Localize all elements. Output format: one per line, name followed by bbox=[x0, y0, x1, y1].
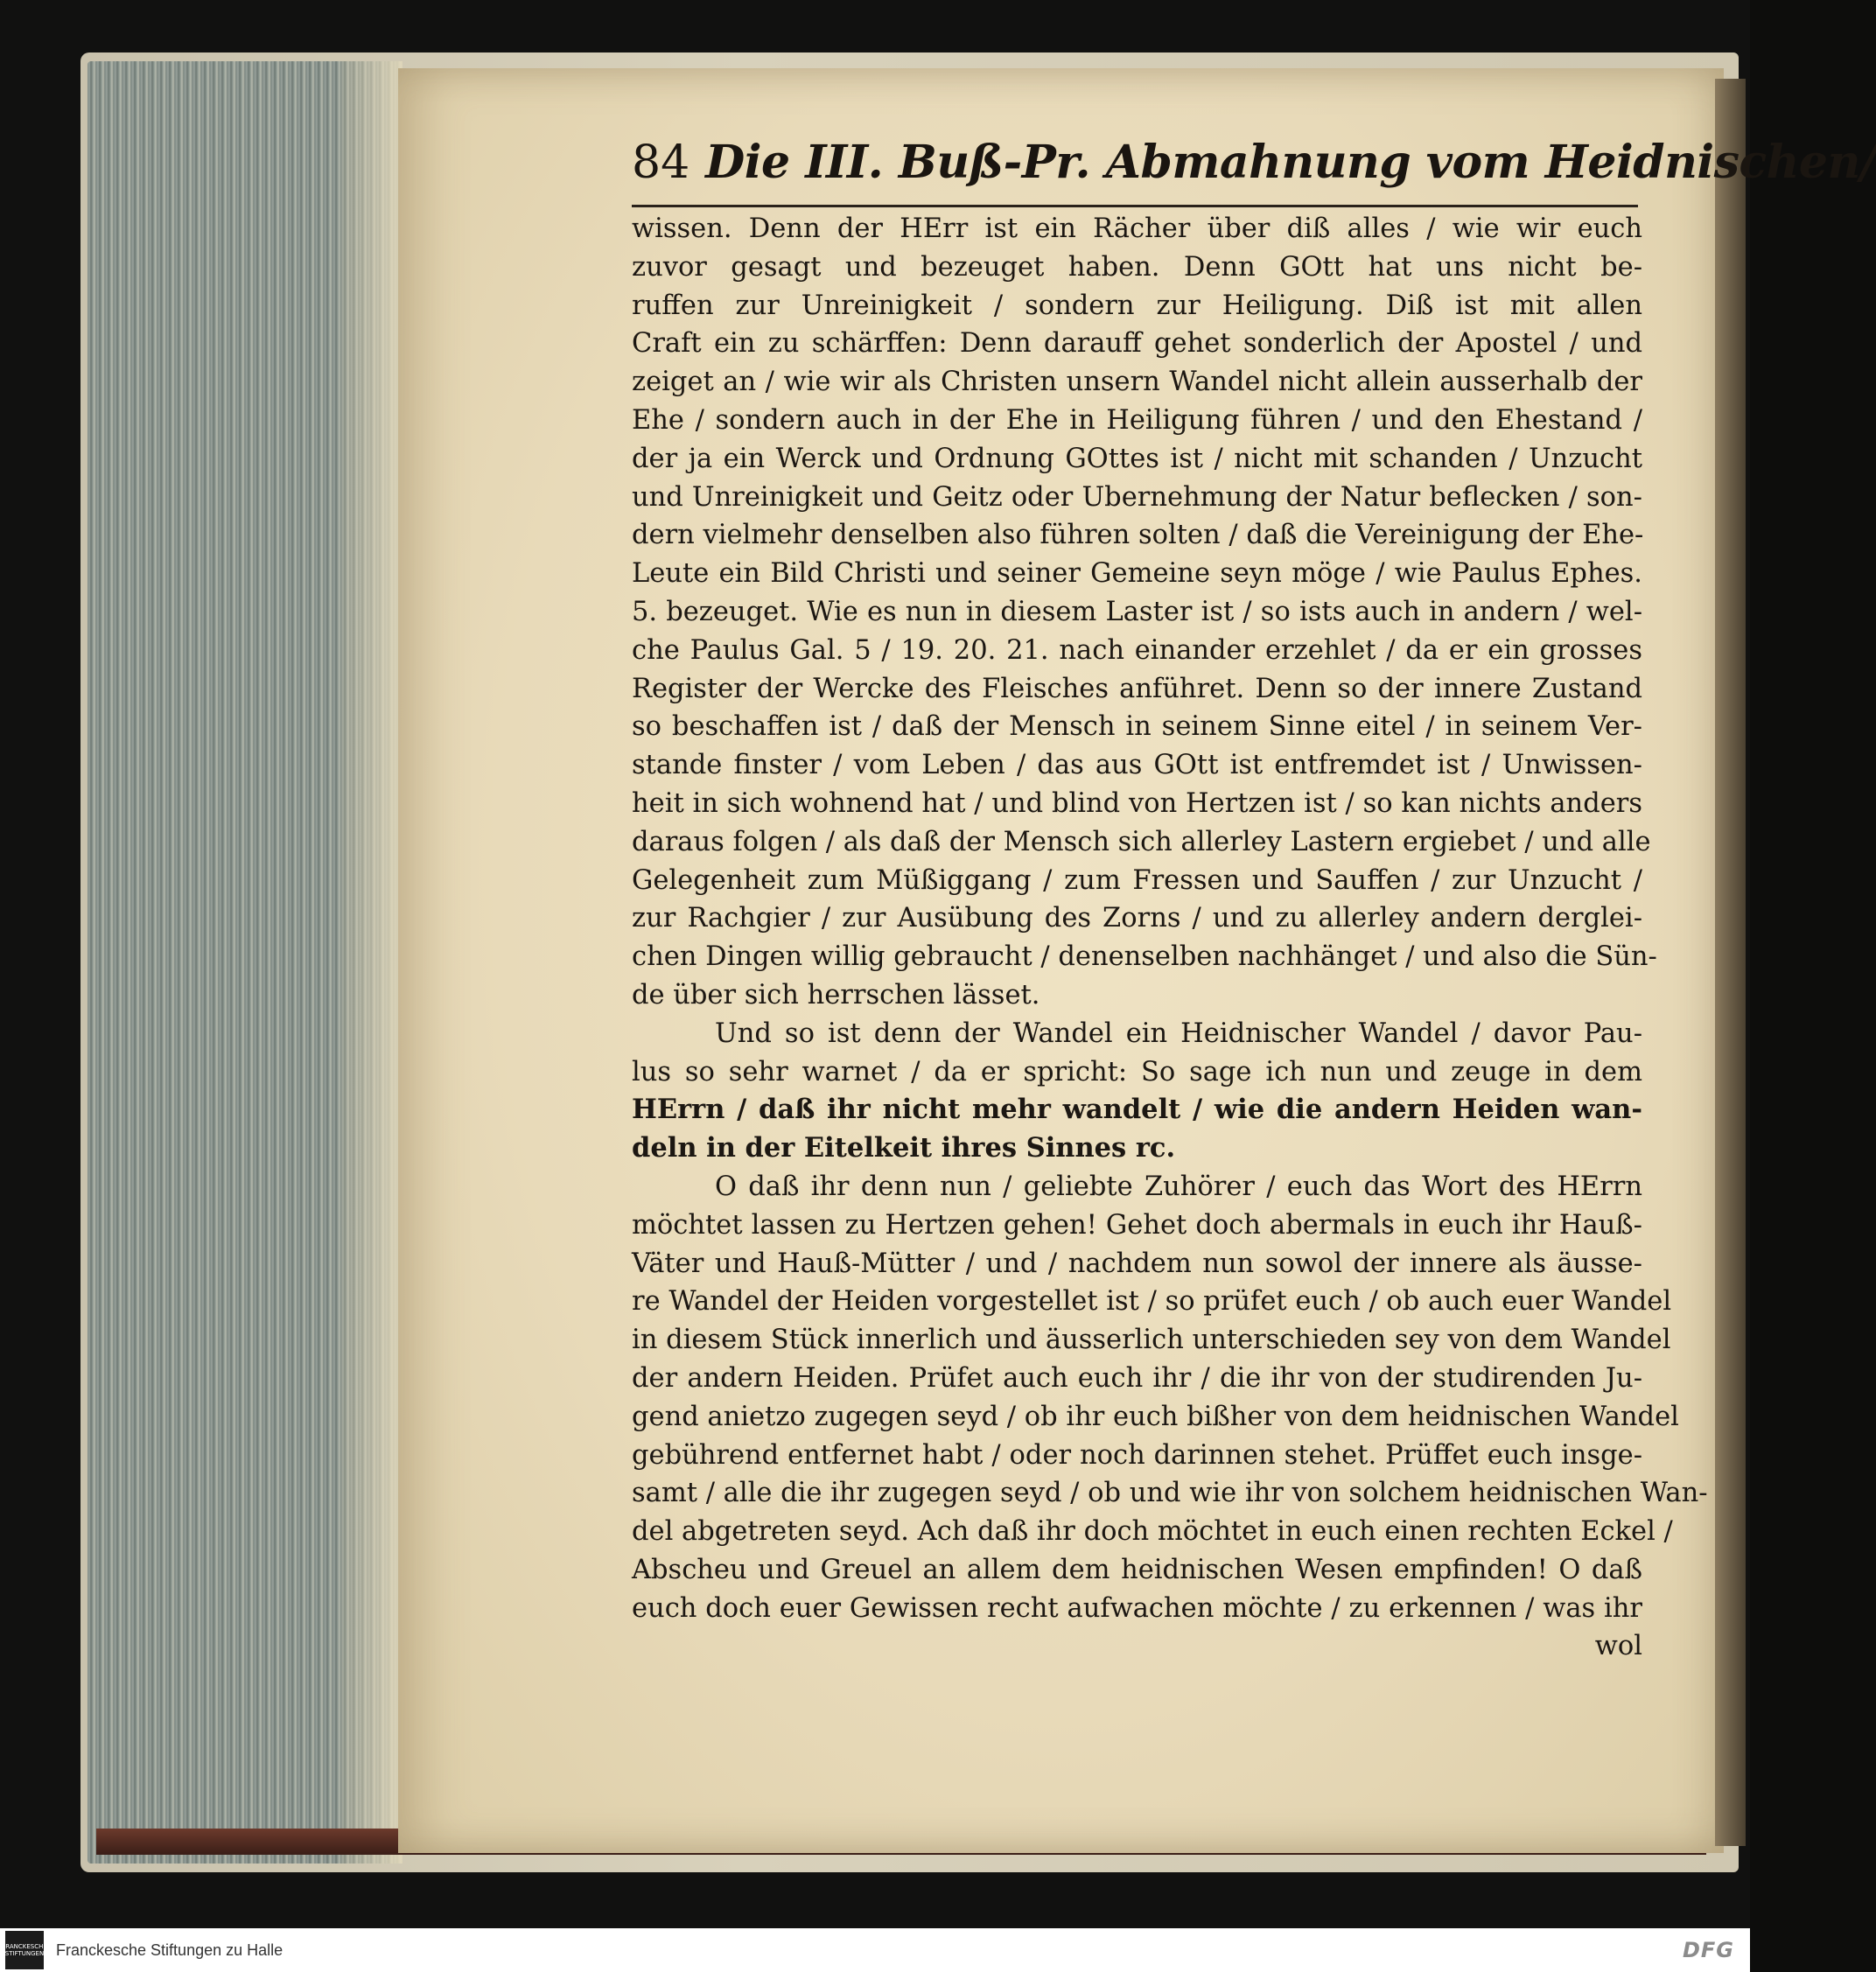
text-line: zeiget an / wie wir als Christen unsern Wandel nicht allein ausserhalb der bbox=[632, 367, 1642, 398]
text-line: wissen. Denn der HErr ist ein Rächer über diß alles / wie wir euch bbox=[632, 213, 1642, 244]
text-line: Väter und Hauß-Mütter / und / nachdem nun sowol der innere als äusse- bbox=[632, 1248, 1642, 1279]
text-line: ruffen zur Unreinigkeit / sondern zur Heiligung. Diß ist mit allen bbox=[632, 290, 1642, 321]
text-line: Craft ein zu schärffen: Denn darauff gehet sonderlich der Apostel / und bbox=[632, 328, 1642, 360]
text-line: Gelegenheit zum Müßiggang / zum Fressen und Sauffen / zur Unzucht / bbox=[632, 864, 1642, 896]
text-line: gend anietzo zugegen seyd / ob ihr euch bißher von dem heidnischen Wandel bbox=[632, 1401, 1679, 1432]
text-line: der andern Heiden. Prüfet auch euch ihr / die ihr von der studirenden Ju- bbox=[632, 1362, 1642, 1394]
institution-link[interactable]: Franckesche Stiftungen zu Halle bbox=[56, 1941, 284, 1959]
text-line: in diesem Stück innerlich und äusserlich unterschieden sey von dem Wandel bbox=[632, 1325, 1671, 1356]
text-line: Register der Wercke des Fleisches anführet. Denn so der innere Zustand bbox=[632, 673, 1642, 704]
text-line: lus so sehr warnet / da er spricht: So sage ich nun und zeuge in dem bbox=[632, 1056, 1642, 1087]
text-line: Leute ein Bild Christi und seiner Gemeine seyn möge / wie Paulus Ephes. bbox=[632, 558, 1642, 590]
running-title: Die III. Buß-Pr. Abmahnung vom Heidnischen/ bbox=[705, 136, 1876, 189]
page-header bbox=[632, 136, 1876, 206]
text-line: 5. bezeuget. Wie es nun in diesem Laster ist / so ists auch in andern / wel- bbox=[632, 596, 1642, 627]
text-line: daraus folgen / als daß der Mensch sich allerley Lastern ergiebet / und alle bbox=[632, 826, 1651, 857]
text-line: O daß ihr denn nun / geliebte Zuhörer / euch das Wort des HErrn bbox=[715, 1171, 1642, 1202]
text-line: der ja ein Werck und Ordnung GOttes ist / nicht mit schanden / Unzucht bbox=[632, 443, 1642, 474]
text-line: so beschaffen ist / daß der Mensch in seinem Sinne eitel / in seinem Ver- bbox=[632, 711, 1642, 743]
text-line: dern vielmehr denselben also führen solten / daß die Vereinigung der Ehe- bbox=[632, 520, 1644, 551]
header-rule bbox=[632, 205, 1638, 207]
text-line: und Unreinigkeit und Geitz oder Ubernehmung der Natur beflecken / son- bbox=[632, 481, 1642, 513]
text-line: gebührend entfernet habt / oder noch darinnen stehet. Prüffet euch insge- bbox=[632, 1439, 1642, 1471]
text-line: de über sich herrschen lässet. bbox=[632, 979, 1040, 1010]
text-line: zuvor gesagt und bezeuget haben. Denn GOtt hat uns nicht be- bbox=[632, 251, 1642, 283]
text-line: chen Dingen willig gebraucht / denenselben nachhänget / und also die Sün- bbox=[632, 941, 1657, 973]
body-text bbox=[632, 210, 1708, 1666]
text-line: stande finster / vom Leben / das aus GOtt ist entfremdet ist / Unwissen- bbox=[632, 750, 1642, 781]
text-line: HErrn / daß ihr nicht mehr wandelt / wie die andern Heiden wan- bbox=[632, 1094, 1642, 1126]
viewer-footer bbox=[0, 1928, 1750, 1972]
text-line: samt / alle die ihr zugegen seyd / ob und wie ihr von solchem heidnischen Wan- bbox=[632, 1478, 1708, 1509]
footer-branding bbox=[0, 1931, 283, 1969]
page-number: 84 bbox=[632, 136, 690, 189]
page-edges bbox=[88, 61, 402, 1864]
text-line: del abgetreten seyd. Ach daß ihr doch möchtet in euch einen rechten Eckel / bbox=[632, 1516, 1673, 1548]
institution-logo[interactable]: FRANCKESCHE STIFTUNGEN bbox=[5, 1931, 44, 1969]
catchword: wol bbox=[1594, 1631, 1642, 1662]
text-line: re Wandel der Heiden vorgestellet ist / so prüfet euch / ob auch euer Wandel bbox=[632, 1286, 1672, 1318]
text-line: deln in der Eitelkeit ihres Sinnes rc. bbox=[632, 1132, 1176, 1164]
text-line: zur Rachgier / zur Ausübung des Zorns / und zu allerley andern derglei- bbox=[632, 903, 1642, 934]
dfg-logo[interactable]: DFG bbox=[1682, 1938, 1734, 1962]
text-line: euch doch euer Gewissen recht aufwachen möchte / zu erkennen / was ihr bbox=[632, 1592, 1642, 1624]
page-right-edge bbox=[1715, 79, 1746, 1846]
text-line: möchtet lassen zu Hertzen gehen! Gehet doch abermals in euch ihr Hauß- bbox=[632, 1209, 1642, 1241]
text-line: Ehe / sondern auch in der Ehe in Heiligung führen / und den Ehestand / bbox=[632, 404, 1642, 436]
text-line: che Paulus Gal. 5 / 19. 20. 21. nach einander erzehlet / da er ein grosses bbox=[632, 634, 1642, 666]
text-line: Abscheu und Greuel an allem dem heidnischen Wesen empfinden! O daß bbox=[632, 1554, 1642, 1585]
text-line: heit in sich wohnend hat / und blind von Hertzen ist / so kan nichts anders bbox=[632, 787, 1642, 819]
text-line: Und so ist denn der Wandel ein Heidnischer Wandel / davor Pau- bbox=[715, 1017, 1642, 1049]
